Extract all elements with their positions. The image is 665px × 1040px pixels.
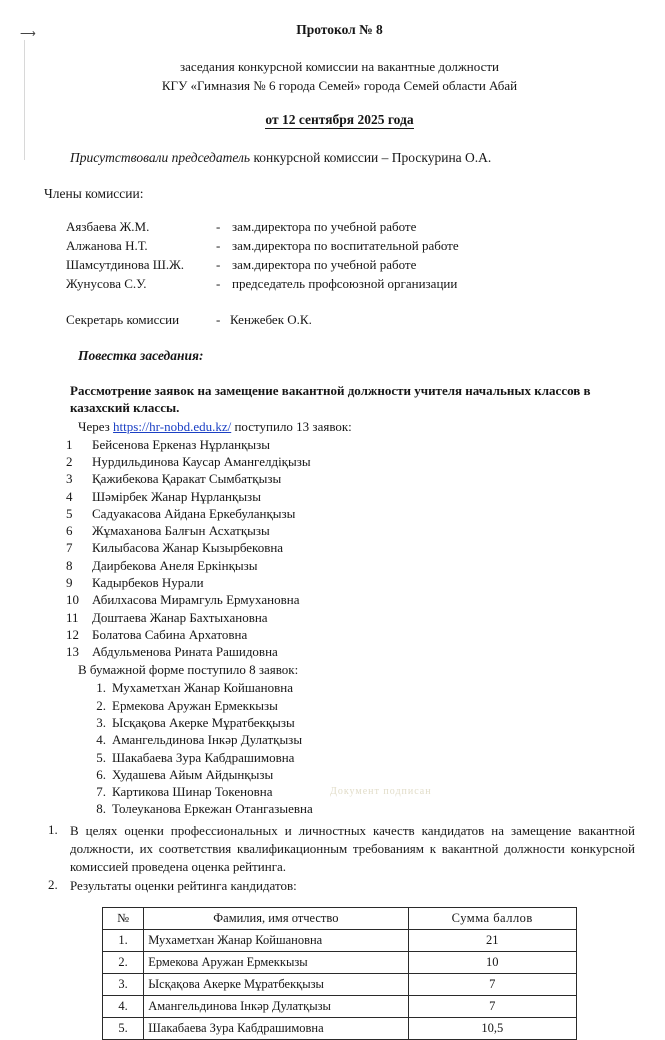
member-name: Алжанова Н.Т. [66, 238, 148, 254]
member-dash: - [216, 257, 221, 273]
table-row [103, 1018, 577, 1040]
row-score: 7 [408, 974, 576, 996]
clause-text: Результаты оценки рейтинга кандидатов: [70, 878, 297, 894]
list-item-number: 5. [96, 749, 106, 765]
table-row [66, 218, 459, 237]
list-item-label: Картикова Шинар Токеновна [112, 784, 273, 800]
clause-1 [48, 821, 635, 877]
row-name: Мухаметхан Жанар Койшановна [144, 930, 408, 952]
row-name: Амангельдинова Інкәр Дулатқызы [144, 996, 408, 1018]
document-date [44, 112, 635, 128]
row-score: 7 [408, 996, 576, 1018]
list-item-label: Шакабаева Зура Кабдрашимовна [112, 749, 295, 765]
clause-text: В целях оценки профессиональных и личностных качеств кандидатов на замещение вакантной должности, их соответствия квалификационным требованиям к вакантной должности конкурсной комиссией проведена оценка рейтинга. [70, 822, 635, 875]
list-item-number: 2 [66, 454, 73, 470]
list-item-label: Толеуканова Еркежан Отангазыевна [112, 801, 313, 817]
list-item [66, 557, 635, 574]
members-heading: Члены комиссии: [44, 185, 144, 201]
list-item [66, 697, 635, 714]
member-role: зам.директора по учебной работе [232, 257, 417, 273]
list-item-number: 4 [66, 488, 73, 504]
via-prefix: Через [78, 418, 114, 434]
list-item [66, 591, 635, 608]
ratings-table [102, 907, 577, 1040]
list-item-label: Қажибекова Қаракат Сымбатқызы [92, 471, 282, 487]
secretary-name: Кенжебек О.К. [230, 311, 312, 327]
list-item-label: Даирбекова Анеля Еркінқызы [92, 557, 258, 573]
row-number: 1. [103, 930, 144, 952]
list-item-label: Ермекова Аружан Ермеккызы [112, 697, 278, 713]
list-item [66, 470, 635, 487]
clause-number: 1. [48, 821, 58, 837]
list-item [66, 800, 635, 817]
list-item-number: 3 [66, 471, 73, 487]
list-item-label: Абилхасова Мирамгуль Ермухановна [92, 592, 300, 608]
list-item-label: Бейсенова Еркеназ Нұрланқызы [92, 436, 271, 452]
column-header-no: № [103, 908, 144, 930]
list-item-label: Амангельдинова Інкәр Дулатқызы [112, 732, 303, 748]
member-name: Аязбаева Ж.М. [66, 219, 150, 235]
column-header-name: Фамилия, имя отчество [144, 908, 408, 930]
list-item-label: Килыбасова Жанар Кызырбековна [92, 540, 284, 556]
list-item-label: Мухаметхан Жанар Койшановна [112, 680, 293, 696]
row-number: 4. [103, 996, 144, 1018]
list-item-number: 11 [66, 609, 79, 625]
list-item-number: 13 [66, 644, 79, 660]
list-item-number: 5 [66, 505, 73, 521]
list-item [66, 453, 635, 470]
list-item [66, 488, 635, 505]
row-score: 21 [408, 930, 576, 952]
member-name: Шамсутдинова Ш.Ж. [66, 257, 184, 273]
member-dash: - [216, 219, 221, 235]
table-row [103, 930, 577, 952]
list-item-label: Садуакасова Айдана Еркебуланқызы [92, 505, 296, 521]
row-score: 10,5 [408, 1018, 576, 1040]
page-title: Протокол № 8 [296, 22, 383, 37]
list-item-label: Худашева Айым Айдынқызы [112, 766, 274, 782]
member-dash: - [216, 238, 221, 254]
hr-nobd-link[interactable]: https://hr-nobd.edu.kz/ [113, 418, 232, 434]
list-item-label: Нурдильдинова Каусар Амангелдіқызы [92, 454, 311, 470]
row-name: Шакабаева Зура Кабдрашимовна [144, 1018, 408, 1040]
member-name: Жунусова С.У. [66, 276, 147, 292]
electronic-applicants-list [66, 436, 635, 661]
list-item-number: 9 [66, 575, 73, 591]
list-item-label: Кадырбеков Нурали [92, 575, 204, 591]
chairperson-label: Присутствовали председатель [70, 149, 251, 165]
clause-number: 2. [48, 877, 58, 893]
table-row [66, 256, 459, 275]
list-item-label: Доштаева Жанар Бахтыхановна [92, 609, 268, 625]
member-role: председатель профсоюзной организации [232, 276, 458, 292]
document-subtitle [44, 58, 635, 96]
list-item-label: Шәмірбек Жанар Нұрланқызы [92, 488, 261, 504]
list-item-label: Жұмаханова Балғын Асхатқызы [92, 523, 270, 539]
list-item-number: 1. [96, 680, 106, 696]
member-role: зам.директора по учебной работе [232, 219, 417, 235]
list-item [66, 539, 635, 556]
document-date-text: от 12 сентября 2025 года [265, 111, 414, 127]
subtitle-line-2: КГУ «Гимназия № 6 города Семей» города Семей области Абай [161, 77, 518, 93]
list-item-label: Ысқақова Акерке Мұратбекқызы [112, 715, 295, 730]
list-item-number: 7 [66, 540, 73, 556]
list-item-number: 6. [96, 766, 106, 782]
list-item [66, 609, 635, 626]
row-number: 3. [103, 974, 144, 996]
list-item [66, 522, 635, 539]
row-name: Ысқақова Акерке Мұратбекқызы [144, 974, 408, 996]
row-name: Ермекова Аружан Ермеккызы [144, 952, 408, 974]
watermark-text: Документ подписан [330, 786, 432, 797]
row-number: 2. [103, 952, 144, 974]
scan-arrow-icon: ⟶ [20, 28, 36, 40]
member-role: зам.директора по воспитательной работе [232, 238, 459, 254]
chairperson-name: конкурсной комиссии – Проскурина О.А. [253, 149, 492, 165]
list-item-number: 2. [96, 697, 106, 713]
table-header-row [103, 908, 577, 930]
subtitle-line-1: заседания конкурсной комиссии на вакантные должности [180, 59, 499, 74]
paper-applications-heading: В бумажной форме поступило 8 заявок: [78, 662, 299, 678]
list-item-number: 8 [66, 557, 73, 573]
list-item [66, 436, 635, 453]
electronic-source-line [78, 419, 635, 435]
list-item [66, 505, 635, 522]
list-item-number: 8. [96, 801, 106, 817]
secretary-label: Секретарь комиссии [66, 311, 180, 327]
row-number: 5. [103, 1018, 144, 1040]
list-item-number: 10 [66, 592, 79, 608]
agenda-subject: Рассмотрение заявок на замещение вакантной должности учителя начальных классов в казахский классы. [70, 382, 591, 416]
list-item [66, 626, 635, 643]
chairperson-line [70, 150, 635, 166]
secretary-line [66, 312, 635, 328]
agenda-heading: Повестка заседания: [78, 347, 204, 363]
list-item [66, 574, 635, 591]
member-dash: - [216, 276, 221, 292]
list-item-number: 1 [66, 436, 73, 452]
via-suffix: поступило 13 заявок: [231, 418, 352, 434]
list-item-number: 12 [66, 626, 79, 642]
secretary-dash: - [216, 311, 221, 327]
numbered-clauses [48, 821, 635, 896]
list-item [66, 731, 635, 748]
list-item-number: 3. [96, 715, 106, 730]
row-score: 10 [408, 952, 576, 974]
list-item-number: 7. [96, 784, 106, 800]
list-item-number: 6 [66, 523, 73, 539]
list-item-number: 4. [96, 732, 106, 748]
list-item [66, 766, 635, 783]
clause-2 [48, 877, 635, 895]
list-item [66, 643, 635, 660]
scan-edge-line [24, 40, 25, 160]
table-row [103, 996, 577, 1018]
list-item-label: Абдульменова Рината Рашидовна [92, 644, 278, 660]
agenda-body [48, 382, 635, 896]
list-item-label: Болатова Сабина Архатовна [92, 626, 248, 642]
list-item [66, 749, 635, 766]
table-row [103, 974, 577, 996]
table-row [66, 275, 459, 294]
column-header-score: Сумма баллов [408, 908, 576, 930]
table-row [103, 952, 577, 974]
members-table [66, 218, 459, 294]
list-item [66, 714, 635, 731]
list-item [66, 679, 635, 696]
table-row [66, 237, 459, 256]
